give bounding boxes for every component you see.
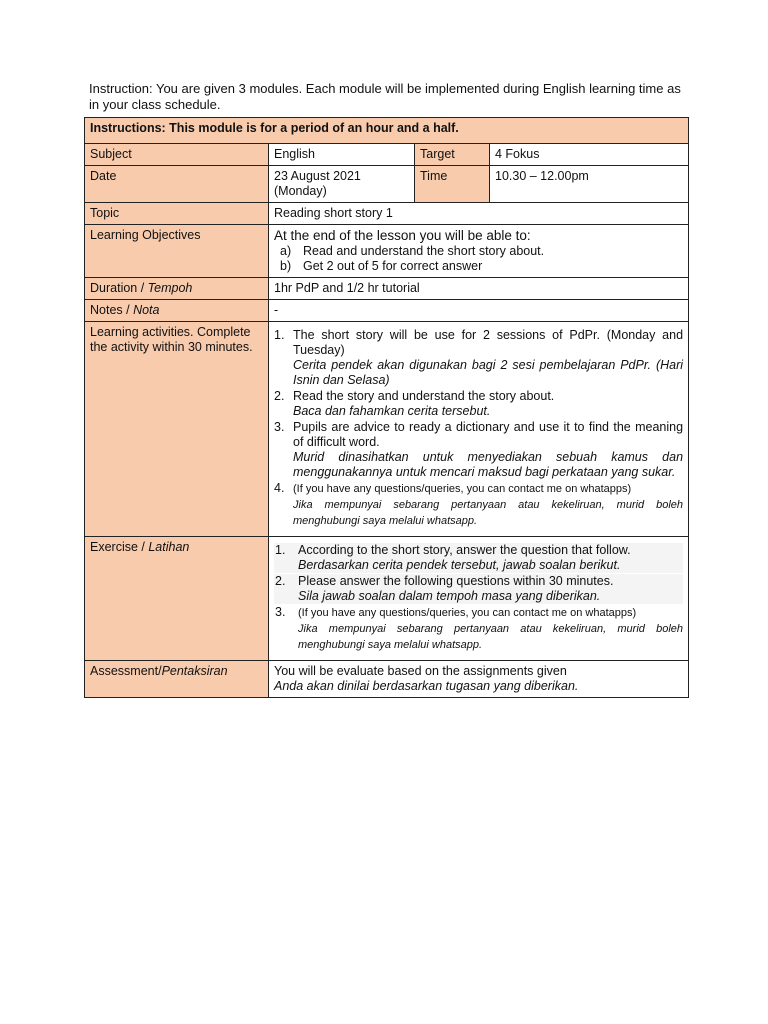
module-header: Instructions: This module is for a period of an hour and a half.: [85, 118, 689, 144]
activities-value: [269, 322, 689, 537]
exercise-list: [274, 543, 683, 653]
duration-row: [85, 278, 689, 300]
assessment-my: Anda akan dinilai berdasarkan tugasan yang diberikan.: [274, 679, 579, 693]
notes-value: -: [269, 300, 689, 322]
duration-label: Duration / Tempoh: [85, 278, 269, 300]
topic-row: [85, 203, 689, 225]
module-table: [84, 117, 689, 698]
date-row: [85, 166, 689, 203]
intro-instruction: Instruction: You are given 3 modules. Each module will be implemented during English learning time as in your class schedule.: [89, 81, 681, 112]
notes-row: [85, 300, 689, 322]
time-value: 10.30 – 12.00pm: [490, 166, 689, 203]
duration-value: 1hr PdP and 1/2 hr tutorial: [269, 278, 689, 300]
subject-value: English: [269, 144, 415, 166]
list-item: 3. Pupils are advice to ready a dictionary and use it to find the meaning of difficult word. Murid dinasihatkan untuk menyediakan sebuah kamus dan menggunakannya untuk mencari maksud bagi perkataan yang sukar.: [274, 420, 684, 479]
list-item: b) Get 2 out of 5 for correct answer: [280, 259, 483, 273]
objectives-row: [85, 225, 689, 278]
exercise-row: [85, 537, 689, 661]
topic-value: Reading short story 1: [269, 203, 689, 225]
list-item: 2. Please answer the following questions within 30 minutes. Sila jawab soalan dalam tempoh masa yang diberikan.: [274, 574, 683, 604]
date-value-line2: (Monday): [274, 184, 327, 198]
exercise-label: Exercise / Latihan: [85, 537, 269, 661]
date-value: [269, 166, 415, 203]
list-item: 1. The short story will be use for 2 sessions of PdPr. (Monday and Tuesday) Cerita pendek akan digunakan bagi 2 sesi pembelajaran PdPr. (Hari Isnin dan Selasa): [274, 328, 684, 387]
topic-label: Topic: [85, 203, 269, 225]
time-label: Time: [415, 166, 490, 203]
header-row: [85, 118, 689, 144]
date-label: Date: [85, 166, 269, 203]
target-value: 4 Fokus: [490, 144, 689, 166]
date-value-line1: 23 August 2021: [274, 169, 361, 183]
notes-label: Notes / Nota: [85, 300, 269, 322]
assessment-label: Assessment/Pentaksiran: [85, 661, 269, 698]
objectives-label: Learning Objectives: [85, 225, 269, 278]
subject-row: [85, 144, 689, 166]
list-item: a) Read and understand the short story about.: [280, 244, 545, 258]
assessment-value: [269, 661, 689, 698]
assessment-en: You will be evaluate based on the assignments given: [274, 664, 567, 678]
activities-row: [85, 322, 689, 537]
objectives-list: [274, 244, 683, 274]
target-label: Target: [415, 144, 490, 166]
subject-label: Subject: [85, 144, 269, 166]
objectives-lead: At the end of the lesson you will be able to:: [274, 228, 531, 243]
objectives-value: [269, 225, 689, 278]
list-item: 2. Read the story and understand the story about. Baca dan fahamkan cerita tersebut.: [274, 389, 555, 418]
list-item: 4. (If you have any questions/queries, you can contact me on whatapps) Jika mempunyai sebarang pertanyaan atau kekeliruan, murid boleh menghubungi saya melalui whatsapp.: [274, 481, 684, 527]
exercise-value: [269, 537, 689, 661]
list-item: 3. (If you have any questions/queries, you can contact me on whatapps) Jika mempunyai sebarang pertanyaan atau kekeliruan, murid boleh menghubungi saya melalui whatsapp.: [275, 605, 684, 651]
assessment-row: [85, 661, 689, 698]
activities-label: Learning activities. Complete the activity within 30 minutes.: [85, 322, 269, 537]
activities-list: [274, 328, 683, 529]
list-item: 1. According to the short story, answer the question that follow. Berdasarkan cerita pendek tersebut, jawab soalan berikut.: [274, 543, 683, 573]
